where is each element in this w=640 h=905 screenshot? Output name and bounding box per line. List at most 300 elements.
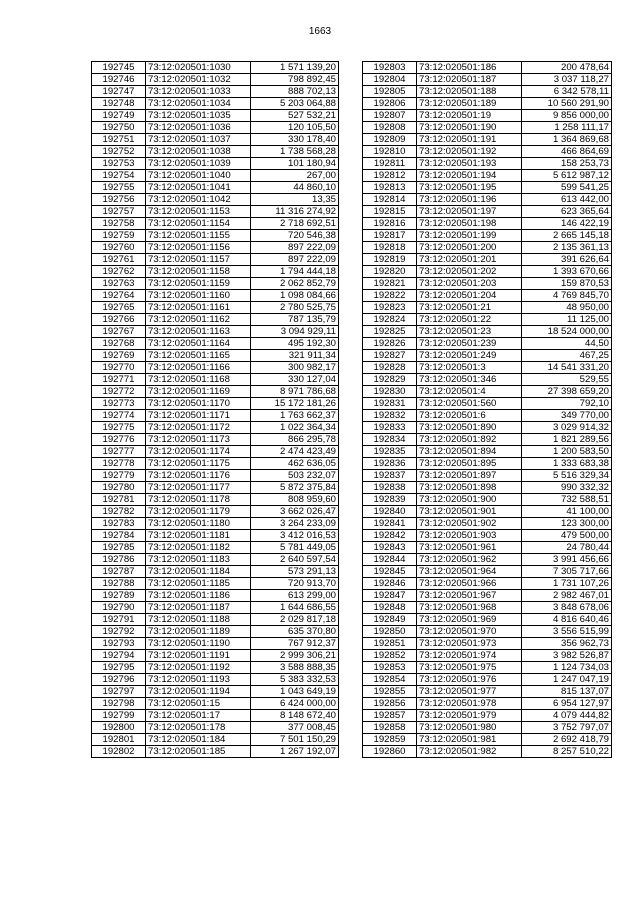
cadastral-number-cell: 73:12:020501:346 <box>417 374 522 386</box>
table-row <box>363 578 612 590</box>
amount-cell: 2 692 418,79 <box>522 734 612 746</box>
cadastral-number-cell: 73:12:020501:178 <box>146 722 251 734</box>
table-row <box>92 674 339 686</box>
amount-cell: 1 022 364,34 <box>251 422 339 434</box>
cadastral-number-cell: 73:12:020501:1174 <box>146 446 251 458</box>
table-row <box>363 482 612 494</box>
cadastral-number-cell: 73:12:020501:3 <box>417 362 522 374</box>
cadastral-number-cell: 73:12:020501:978 <box>417 698 522 710</box>
table-row <box>363 638 612 650</box>
table-row <box>363 254 612 266</box>
amount-cell: 1 763 662,37 <box>251 410 339 422</box>
amount-cell: 1 200 583,50 <box>522 446 612 458</box>
table-row <box>92 386 339 398</box>
amount-cell: 101 180,94 <box>251 158 339 170</box>
cadastral-number-cell: 73:12:020501:1155 <box>146 230 251 242</box>
cadastral-number-cell: 73:12:020501:23 <box>417 326 522 338</box>
table-row <box>363 146 612 158</box>
amount-cell: 41 100,00 <box>522 506 612 518</box>
table-row <box>92 410 339 422</box>
cadastral-number-cell: 73:12:020501:189 <box>417 98 522 110</box>
amount-cell: 573 291,13 <box>251 566 339 578</box>
table-row <box>363 194 612 206</box>
table-row <box>363 566 612 578</box>
record-number-cell: 192857 <box>363 710 417 722</box>
table-row <box>363 62 612 74</box>
amount-cell: 503 232,07 <box>251 470 339 482</box>
table-row <box>363 242 612 254</box>
record-number-cell: 192854 <box>363 674 417 686</box>
cadastral-number-cell: 73:12:020501:194 <box>417 170 522 182</box>
table-row <box>363 422 612 434</box>
record-number-cell: 192828 <box>363 362 417 374</box>
cadastral-number-cell: 73:12:020501:1181 <box>146 530 251 542</box>
table-row <box>92 650 339 662</box>
cadastral-number-cell: 73:12:020501:1173 <box>146 434 251 446</box>
record-number-cell: 192790 <box>92 602 146 614</box>
cadastral-number-cell: 73:12:020501:1175 <box>146 458 251 470</box>
cadastral-number-cell: 73:12:020501:1189 <box>146 626 251 638</box>
amount-cell: 27 398 659,20 <box>522 386 612 398</box>
table-row <box>92 74 339 86</box>
table-row <box>92 158 339 170</box>
amount-cell: 2 474 423,49 <box>251 446 339 458</box>
table-row <box>92 326 339 338</box>
cadastral-number-cell: 73:12:020501:184 <box>146 734 251 746</box>
table-row <box>92 518 339 530</box>
table-row <box>363 686 612 698</box>
amount-cell: 2 665 145,18 <box>522 230 612 242</box>
table-row <box>363 746 612 758</box>
table-row <box>363 206 612 218</box>
amount-cell: 2 029 817,18 <box>251 614 339 626</box>
cadastral-number-cell: 73:12:020501:902 <box>417 518 522 530</box>
cadastral-number-cell: 73:12:020501:17 <box>146 710 251 722</box>
amount-cell: 2 062 852,79 <box>251 278 339 290</box>
amount-cell: 1 644 686,55 <box>251 602 339 614</box>
amount-cell: 1 267 192,07 <box>251 746 339 758</box>
cadastral-number-cell: 73:12:020501:1038 <box>146 146 251 158</box>
amount-cell: 3 848 678,06 <box>522 602 612 614</box>
cadastral-number-cell: 73:12:020501:898 <box>417 482 522 494</box>
cadastral-number-cell: 73:12:020501:1157 <box>146 254 251 266</box>
amount-cell: 2 982 467,01 <box>522 590 612 602</box>
amount-cell: 7 305 717,66 <box>522 566 612 578</box>
amount-cell: 3 094 929,11 <box>251 326 339 338</box>
amount-cell: 321 911,34 <box>251 350 339 362</box>
table-row <box>363 626 612 638</box>
amount-cell: 1 258 111,17 <box>522 122 612 134</box>
table-row <box>363 554 612 566</box>
record-number-cell: 192763 <box>92 278 146 290</box>
table-row <box>92 542 339 554</box>
table-row <box>363 326 612 338</box>
record-number-cell: 192753 <box>92 158 146 170</box>
record-number-cell: 192821 <box>363 278 417 290</box>
record-number-cell: 192755 <box>92 182 146 194</box>
record-number-cell: 192789 <box>92 590 146 602</box>
amount-cell: 808 959,60 <box>251 494 339 506</box>
table-row <box>92 506 339 518</box>
cadastral-number-cell: 73:12:020501:900 <box>417 494 522 506</box>
amount-cell: 8 971 786,68 <box>251 386 339 398</box>
cadastral-number-cell: 73:12:020501:1030 <box>146 62 251 74</box>
cadastral-number-cell: 73:12:020501:203 <box>417 278 522 290</box>
table-row <box>92 242 339 254</box>
cadastral-number-cell: 73:12:020501:982 <box>417 746 522 758</box>
record-number-cell: 192764 <box>92 290 146 302</box>
cadastral-number-cell: 73:12:020501:1172 <box>146 422 251 434</box>
record-number-cell: 192774 <box>92 410 146 422</box>
amount-cell: 1 794 444,18 <box>251 266 339 278</box>
record-number-cell: 192836 <box>363 458 417 470</box>
table-row <box>92 134 339 146</box>
record-number-cell: 192815 <box>363 206 417 218</box>
amount-cell: 7 501 150,29 <box>251 734 339 746</box>
cadastral-number-cell: 73:12:020501:966 <box>417 578 522 590</box>
cadastral-number-cell: 73:12:020501:895 <box>417 458 522 470</box>
record-number-cell: 192786 <box>92 554 146 566</box>
table-row <box>363 386 612 398</box>
record-number-cell: 192758 <box>92 218 146 230</box>
table-row <box>92 614 339 626</box>
amount-cell: 5 872 375,84 <box>251 482 339 494</box>
table-row <box>92 626 339 638</box>
amount-cell: 787 135,79 <box>251 314 339 326</box>
amount-cell: 3 588 888,35 <box>251 662 339 674</box>
cadastral-number-cell: 73:12:020501:903 <box>417 530 522 542</box>
amount-cell: 1 124 734,03 <box>522 662 612 674</box>
cadastral-number-cell: 73:12:020501:190 <box>417 122 522 134</box>
amount-cell: 11 316 274,92 <box>251 206 339 218</box>
amount-cell: 24 780,44 <box>522 542 612 554</box>
cadastral-number-cell: 73:12:020501:202 <box>417 266 522 278</box>
amount-cell: 10 560 291,90 <box>522 98 612 110</box>
cadastral-number-cell: 73:12:020501:19 <box>417 110 522 122</box>
table-row <box>363 158 612 170</box>
record-number-cell: 192800 <box>92 722 146 734</box>
cadastral-number-cell: 73:12:020501:1177 <box>146 482 251 494</box>
table-row <box>92 194 339 206</box>
cadastral-number-cell: 73:12:020501:1042 <box>146 194 251 206</box>
table-row <box>92 290 339 302</box>
cadastral-number-cell: 73:12:020501:1187 <box>146 602 251 614</box>
amount-cell: 613 442,00 <box>522 194 612 206</box>
amount-cell: 44,50 <box>522 338 612 350</box>
table-row <box>92 530 339 542</box>
cadastral-number-cell: 73:12:020501:894 <box>417 446 522 458</box>
amount-cell: 635 370,80 <box>251 626 339 638</box>
table-row <box>363 734 612 746</box>
cadastral-number-cell: 73:12:020501:195 <box>417 182 522 194</box>
record-number-cell: 192759 <box>92 230 146 242</box>
amount-cell: 4 769 845,70 <box>522 290 612 302</box>
amount-cell: 3 982 526,87 <box>522 650 612 662</box>
cadastral-number-cell: 73:12:020501:1163 <box>146 326 251 338</box>
cadastral-number-cell: 73:12:020501:1188 <box>146 614 251 626</box>
amount-cell: 4 079 444,82 <box>522 710 612 722</box>
record-number-cell: 192838 <box>363 482 417 494</box>
left-register-table <box>91 61 339 758</box>
record-number-cell: 192765 <box>92 302 146 314</box>
record-number-cell: 192834 <box>363 434 417 446</box>
record-number-cell: 192766 <box>92 314 146 326</box>
record-number-cell: 192852 <box>363 650 417 662</box>
cadastral-number-cell: 73:12:020501:1164 <box>146 338 251 350</box>
record-number-cell: 192853 <box>363 662 417 674</box>
table-row <box>363 710 612 722</box>
cadastral-number-cell: 73:12:020501:973 <box>417 638 522 650</box>
cadastral-number-cell: 73:12:020501:1178 <box>146 494 251 506</box>
record-number-cell: 192745 <box>92 62 146 74</box>
record-number-cell: 192814 <box>363 194 417 206</box>
cadastral-number-cell: 73:12:020501:204 <box>417 290 522 302</box>
table-row <box>363 266 612 278</box>
cadastral-number-cell: 73:12:020501:1032 <box>146 74 251 86</box>
table-row <box>92 230 339 242</box>
amount-cell: 2 780 525,75 <box>251 302 339 314</box>
table-row <box>363 86 612 98</box>
amount-cell: 613 299,00 <box>251 590 339 602</box>
cadastral-number-cell: 73:12:020501:901 <box>417 506 522 518</box>
amount-cell: 6 424 000,00 <box>251 698 339 710</box>
amount-cell: 1 738 568,28 <box>251 146 339 158</box>
record-number-cell: 192761 <box>92 254 146 266</box>
amount-cell: 495 192,30 <box>251 338 339 350</box>
table-row <box>363 590 612 602</box>
cadastral-number-cell: 73:12:020501:961 <box>417 542 522 554</box>
record-number-cell: 192797 <box>92 686 146 698</box>
record-number-cell: 192751 <box>92 134 146 146</box>
record-number-cell: 192840 <box>363 506 417 518</box>
cadastral-number-cell: 73:12:020501:964 <box>417 566 522 578</box>
record-number-cell: 192749 <box>92 110 146 122</box>
record-number-cell: 192824 <box>363 314 417 326</box>
cadastral-number-cell: 73:12:020501:962 <box>417 554 522 566</box>
amount-cell: 356 962,73 <box>522 638 612 650</box>
amount-cell: 798 892,45 <box>251 74 339 86</box>
cadastral-number-cell: 73:12:020501:970 <box>417 626 522 638</box>
record-number-cell: 192859 <box>363 734 417 746</box>
record-number-cell: 192822 <box>363 290 417 302</box>
amount-cell: 44 860,10 <box>251 182 339 194</box>
record-number-cell: 192833 <box>363 422 417 434</box>
cadastral-number-cell: 73:12:020501:1171 <box>146 410 251 422</box>
table-row <box>363 506 612 518</box>
cadastral-number-cell: 73:12:020501:1039 <box>146 158 251 170</box>
amount-cell: 13,35 <box>251 194 339 206</box>
amount-cell: 3 991 456,66 <box>522 554 612 566</box>
table-row <box>363 446 612 458</box>
cadastral-number-cell: 73:12:020501:560 <box>417 398 522 410</box>
amount-cell: 815 137,07 <box>522 686 612 698</box>
record-number-cell: 192769 <box>92 350 146 362</box>
table-row <box>92 266 339 278</box>
cadastral-number-cell: 73:12:020501:1035 <box>146 110 251 122</box>
amount-cell: 792,10 <box>522 398 612 410</box>
amount-cell: 720 913,70 <box>251 578 339 590</box>
cadastral-number-cell: 73:12:020501:1036 <box>146 122 251 134</box>
table-row <box>92 278 339 290</box>
amount-cell: 2 999 306,21 <box>251 650 339 662</box>
cadastral-number-cell: 73:12:020501:1169 <box>146 386 251 398</box>
record-number-cell: 192819 <box>363 254 417 266</box>
amount-cell: 5 203 064,88 <box>251 98 339 110</box>
amount-cell: 377 008,45 <box>251 722 339 734</box>
amount-cell: 2 135 361,13 <box>522 242 612 254</box>
cadastral-number-cell: 73:12:020501:974 <box>417 650 522 662</box>
record-number-cell: 192785 <box>92 542 146 554</box>
amount-cell: 3 662 026,47 <box>251 506 339 518</box>
record-number-cell: 192756 <box>92 194 146 206</box>
amount-cell: 349 770,00 <box>522 410 612 422</box>
table-row <box>363 650 612 662</box>
cadastral-number-cell: 73:12:020501:1154 <box>146 218 251 230</box>
amount-cell: 11 125,00 <box>522 314 612 326</box>
amount-cell: 3 264 233,09 <box>251 518 339 530</box>
record-number-cell: 192795 <box>92 662 146 674</box>
table-row <box>92 338 339 350</box>
record-number-cell: 192806 <box>363 98 417 110</box>
amount-cell: 391 626,64 <box>522 254 612 266</box>
record-number-cell: 192818 <box>363 242 417 254</box>
table-row <box>92 446 339 458</box>
table-row <box>92 422 339 434</box>
record-number-cell: 192847 <box>363 590 417 602</box>
table-row <box>363 698 612 710</box>
record-number-cell: 192762 <box>92 266 146 278</box>
table-row <box>363 662 612 674</box>
record-number-cell: 192809 <box>363 134 417 146</box>
record-number-cell: 192773 <box>92 398 146 410</box>
table-row <box>363 314 612 326</box>
table-row <box>92 434 339 446</box>
amount-cell: 897 222,09 <box>251 242 339 254</box>
page-number: 1663 <box>308 26 332 37</box>
record-number-cell: 192802 <box>92 746 146 758</box>
record-number-cell: 192779 <box>92 470 146 482</box>
table-row <box>92 662 339 674</box>
table-row <box>363 182 612 194</box>
cadastral-number-cell: 73:12:020501:198 <box>417 218 522 230</box>
amount-cell: 467,25 <box>522 350 612 362</box>
cadastral-number-cell: 73:12:020501:968 <box>417 602 522 614</box>
table-row <box>92 722 339 734</box>
cadastral-number-cell: 73:12:020501:191 <box>417 134 522 146</box>
table-row <box>363 614 612 626</box>
record-number-cell: 192811 <box>363 158 417 170</box>
cadastral-number-cell: 73:12:020501:1190 <box>146 638 251 650</box>
record-number-cell: 192805 <box>363 86 417 98</box>
cadastral-number-cell: 73:12:020501:1168 <box>146 374 251 386</box>
table-row <box>92 182 339 194</box>
amount-cell: 159 870,53 <box>522 278 612 290</box>
cadastral-number-cell: 73:12:020501:200 <box>417 242 522 254</box>
table-row <box>363 230 612 242</box>
record-number-cell: 192820 <box>363 266 417 278</box>
table-row <box>92 218 339 230</box>
cadastral-number-cell: 73:12:020501:1037 <box>146 134 251 146</box>
table-row <box>92 734 339 746</box>
cadastral-number-cell: 73:12:020501:1194 <box>146 686 251 698</box>
amount-cell: 527 532,21 <box>251 110 339 122</box>
table-row <box>363 602 612 614</box>
cadastral-number-cell: 73:12:020501:1191 <box>146 650 251 662</box>
amount-cell: 9 856 000,00 <box>522 110 612 122</box>
record-number-cell: 192781 <box>92 494 146 506</box>
record-number-cell: 192804 <box>363 74 417 86</box>
record-number-cell: 192794 <box>92 650 146 662</box>
amount-cell: 8 148 672,40 <box>251 710 339 722</box>
amount-cell: 15 172 181,26 <box>251 398 339 410</box>
table-row <box>92 110 339 122</box>
table-row <box>92 698 339 710</box>
amount-cell: 300 982,17 <box>251 362 339 374</box>
cadastral-number-cell: 73:12:020501:1166 <box>146 362 251 374</box>
record-number-cell: 192778 <box>92 458 146 470</box>
table-row <box>363 290 612 302</box>
cadastral-number-cell: 73:12:020501:1184 <box>146 566 251 578</box>
table-row <box>92 314 339 326</box>
record-number-cell: 192760 <box>92 242 146 254</box>
table-row <box>92 350 339 362</box>
cadastral-number-cell: 73:12:020501:977 <box>417 686 522 698</box>
record-number-cell: 192808 <box>363 122 417 134</box>
table-row <box>92 302 339 314</box>
cadastral-number-cell: 73:12:020501:249 <box>417 350 522 362</box>
amount-cell: 120 105,50 <box>251 122 339 134</box>
left-table-body <box>92 62 339 758</box>
table-row <box>363 470 612 482</box>
table-row <box>92 566 339 578</box>
cadastral-number-cell: 73:12:020501:980 <box>417 722 522 734</box>
amount-cell: 1 571 139,20 <box>251 62 339 74</box>
table-row <box>363 398 612 410</box>
cadastral-number-cell: 73:12:020501:892 <box>417 434 522 446</box>
cadastral-number-cell: 73:12:020501:1182 <box>146 542 251 554</box>
cadastral-number-cell: 73:12:020501:975 <box>417 662 522 674</box>
record-number-cell: 192754 <box>92 170 146 182</box>
record-number-cell: 192829 <box>363 374 417 386</box>
record-number-cell: 192839 <box>363 494 417 506</box>
record-number-cell: 192788 <box>92 578 146 590</box>
table-row <box>92 254 339 266</box>
record-number-cell: 192823 <box>363 302 417 314</box>
record-number-cell: 192841 <box>363 518 417 530</box>
table-row <box>92 362 339 374</box>
record-number-cell: 192791 <box>92 614 146 626</box>
cadastral-number-cell: 73:12:020501:1180 <box>146 518 251 530</box>
amount-cell: 5 516 329,34 <box>522 470 612 482</box>
amount-cell: 48 950,00 <box>522 302 612 314</box>
table-row <box>92 602 339 614</box>
amount-cell: 3 752 797,07 <box>522 722 612 734</box>
record-number-cell: 192851 <box>363 638 417 650</box>
amount-cell: 5 612 987,12 <box>522 170 612 182</box>
amount-cell: 330 127,04 <box>251 374 339 386</box>
table-row <box>92 686 339 698</box>
table-row <box>363 338 612 350</box>
table-row <box>363 494 612 506</box>
amount-cell: 866 295,78 <box>251 434 339 446</box>
table-row <box>363 98 612 110</box>
record-number-cell: 192796 <box>92 674 146 686</box>
amount-cell: 6 954 127,97 <box>522 698 612 710</box>
table-row <box>92 554 339 566</box>
record-number-cell: 192846 <box>363 578 417 590</box>
cadastral-number-cell: 73:12:020501:1176 <box>146 470 251 482</box>
record-number-cell: 192860 <box>363 746 417 758</box>
